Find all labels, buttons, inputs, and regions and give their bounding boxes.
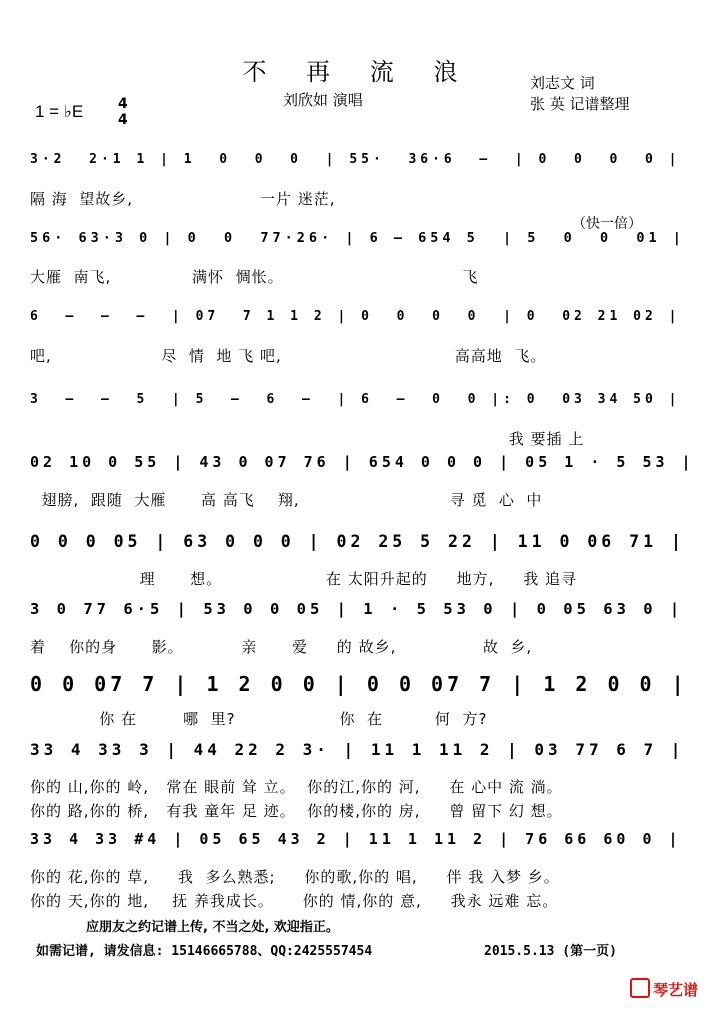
footer-contact: 如需记谱, 请发信息: 15146665788、QQ:2425557454 bbox=[36, 944, 373, 959]
music-line: 0 0 0 05 | 63 0 0 0 | 02 25 5 22 | 11 0 06 71 | bbox=[30, 532, 685, 551]
music-line: 33 4 33 3 | 44 22 2 3· | 11 1 11 2 | 03 77 6 7 | bbox=[30, 740, 685, 759]
lyric-line: 吧, 尽 情 地 飞 吧, 高高地 飞。 bbox=[30, 347, 547, 365]
key-signature: 1 = ♭E bbox=[35, 102, 84, 121]
lyric-line: 你的 花,你的 草, 我 多么熟悉; 你的歌,你的 唱, 伴 我 入梦 乡。 bbox=[30, 868, 560, 886]
lyric-line: 我 要插 上 bbox=[30, 430, 585, 448]
music-line: 56· 63·3 0 | 0 0 77·26· | 6 — 654 5 | 5 0 0 01 | bbox=[30, 230, 685, 246]
lyric-line: 你 在 哪 里? 你 在 何 方? bbox=[30, 710, 488, 728]
music-line: 02 10 0 55 | 43 0 07 76 | 654 0 0 0 | 05 1 · 5 53 | bbox=[30, 453, 695, 471]
song-title: 不 再 流 浪 bbox=[242, 58, 474, 86]
lyric-line: 理 想。 在 太阳升起的 地方, 我 追寻 bbox=[30, 570, 578, 588]
logo-icon bbox=[630, 978, 650, 998]
time-signature bbox=[118, 96, 128, 128]
transcriber-credit: 张 英 记谱整理 bbox=[530, 95, 630, 113]
lyric-line: 你的 山,你的 岭, 常在 眼前 耸 立。 你的江,你的 河, 在 心中 流 淌。 bbox=[30, 778, 563, 796]
music-line: 6 — — — | 07 7 1 1 2 | 0 0 0 0 | 0 02 21 02 | bbox=[30, 309, 681, 324]
time-signature-top: 4 bbox=[118, 96, 128, 112]
music-line: 0 0 07 7 | 1 2 0 0 | 0 0 07 7 | 1 2 0 0 | bbox=[30, 672, 688, 696]
music-line: 3 — — 5 | 5 — 6 — | 6 — 0 0 |: 0 03 34 50 | bbox=[30, 392, 681, 407]
music-line: 33 4 33 #4 | 05 65 43 2 | 11 1 11 2 | 76 66 60 0 | bbox=[30, 830, 682, 848]
lyric-line: 你的 天,你的 地, 抚 养我成长。 你的 情,你的 意, 我永 远难 忘。 bbox=[30, 892, 559, 910]
lyricist-credit: 刘志文 词 bbox=[530, 74, 595, 92]
singer-credit: 刘欣如 演唱 bbox=[283, 91, 363, 109]
lyric-line: 翅膀, 跟随 大雁 高 高飞 翔, 寻 觅 心 中 bbox=[30, 491, 543, 509]
lyric-line: 着 你的身 影。 亲 爱 的 故乡, 故 乡, bbox=[30, 638, 533, 656]
lyric-line: 隔 海 望故乡, 一片 迷茫, bbox=[30, 190, 336, 208]
lyric-line: 大雁 南飞, 满怀 惆怅。 飞 bbox=[30, 268, 479, 286]
music-line: 3 0 77 6·5 | 53 0 0 05 | 1 · 5 53 0 | 0 05 63 0 | bbox=[30, 600, 684, 618]
music-line: 3·2 2·1 1 | 1 0 0 0 | 55· 36·6 — | 0 0 0 0 | bbox=[30, 152, 681, 167]
footer-date-page: 2015.5.13 (第一页) bbox=[484, 944, 617, 959]
time-signature-bottom: 4 bbox=[118, 112, 128, 128]
site-logo bbox=[630, 978, 698, 1000]
tempo-note: （快一倍） bbox=[572, 216, 642, 232]
footer-note: 应朋友之约记谱上传, 不当之处, 欢迎指正。 bbox=[86, 920, 339, 935]
logo-text: 琴艺谱 bbox=[653, 981, 699, 999]
lyric-line: 你的 路,你的 桥, 有我 童年 足 迹。 你的楼,你的 房, 曾 留下 幻 想。 bbox=[30, 802, 563, 820]
